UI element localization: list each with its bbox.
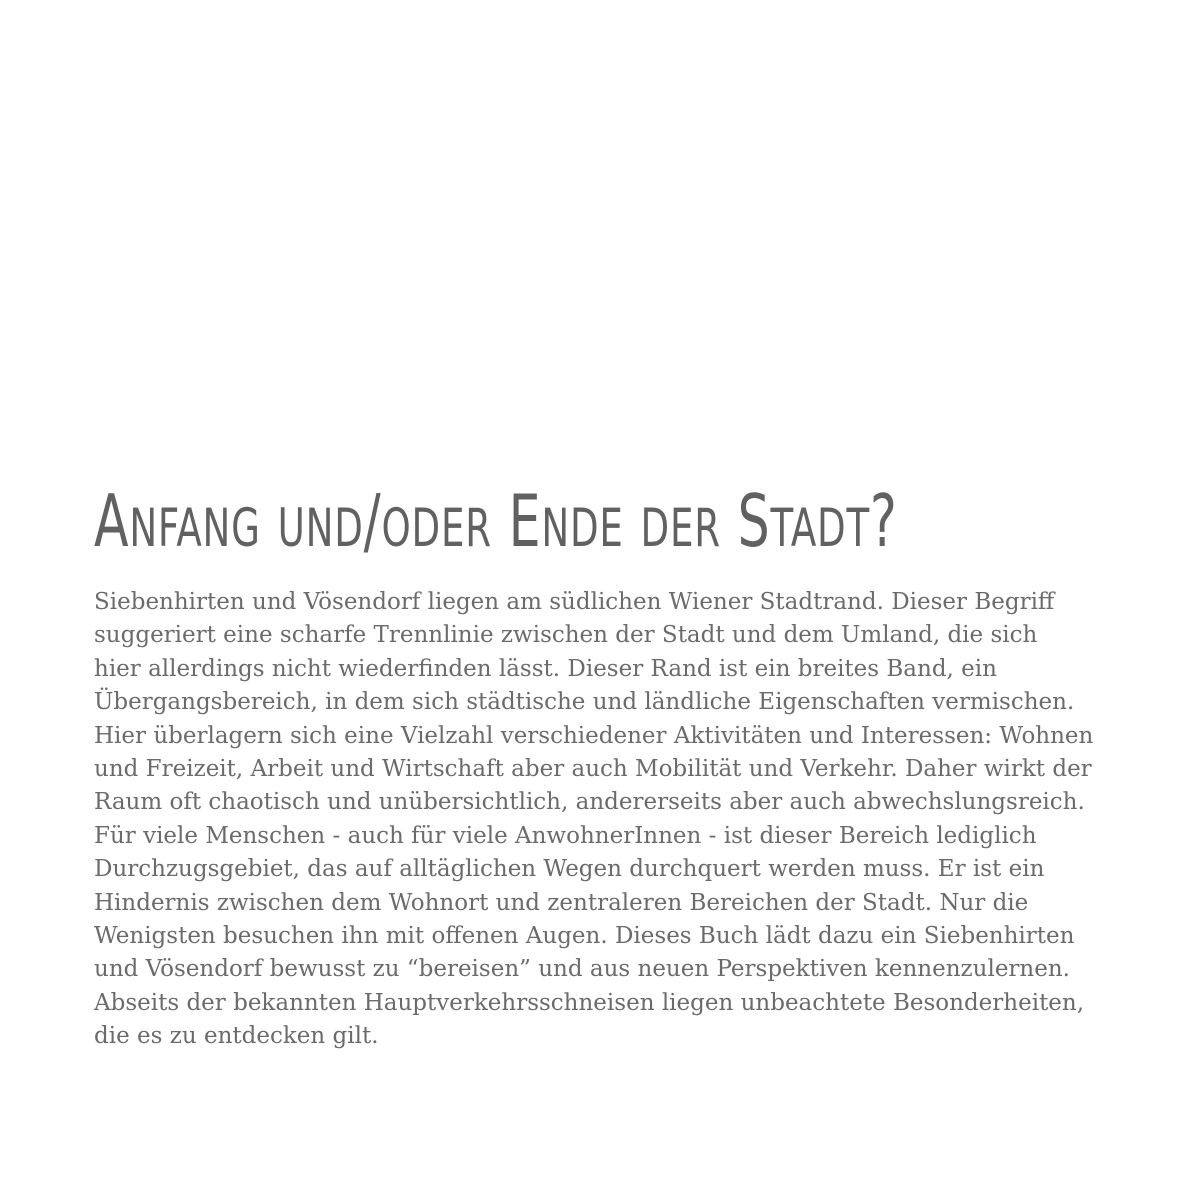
paragraph-line: Durchzugsgebiet, das auf alltäglichen Wegen durchquert werden muss. Er ist ein <box>94 856 1045 883</box>
paragraph-line: Wenigsten besuchen ihn mit offenen Augen. Dieses Buch lädt dazu ein Siebenhirten <box>94 922 1075 949</box>
paragraph-line: Raum oft chaotisch und unübersichtlich, andererseits aber auch abwechslungsreich. <box>94 789 1085 816</box>
paragraph-line: Hindernis zwischen dem Wohnort und zentraleren Bereichen der Stadt. Nur die <box>94 889 1029 916</box>
paragraph-line: Hier überlagern sich eine Vielzahl verschiedener Aktivitäten und Interessen: Wohnen <box>94 722 1094 749</box>
paragraph-line: Für viele Menschen - auch für viele AnwohnerInnen - ist dieser Bereich lediglich <box>94 822 1037 849</box>
paragraph-line: Siebenhirten und Vösendorf liegen am südlichen Wiener Stadtrand. Dieser Begriff <box>94 589 1055 615</box>
paragraph-line: die es zu entdecken gilt. <box>94 1023 379 1050</box>
paragraph-line: hier allerdings nicht wiederfinden lässt. Dieser Rand ist ein breites Band, ein <box>94 655 997 682</box>
paragraph-line: und Vösendorf bewusst zu “bereisen” und aus neuen Perspektiven kennenzulernen. <box>94 956 1070 983</box>
body-paragraph <box>94 586 1094 1053</box>
paragraph-line: Abseits der bekannten Hauptverkehrsschneisen liegen unbeachtete Besonderheiten, <box>94 989 1085 1016</box>
paragraph-line: suggeriert eine scharfe Trennlinie zwischen der Stadt und dem Umland, die sich <box>94 622 1038 649</box>
paragraph-line: Übergangsbereich, in dem sich städtische und ländliche Eigenschaften vermischen. <box>94 689 1075 716</box>
page-title: ANFANG UND/ODER ENDE DER STADT? <box>94 479 898 563</box>
paragraph-line: und Freizeit, Arbeit und Wirtschaft aber auch Mobilität und Verkehr. Daher wirkt der <box>94 755 1092 782</box>
